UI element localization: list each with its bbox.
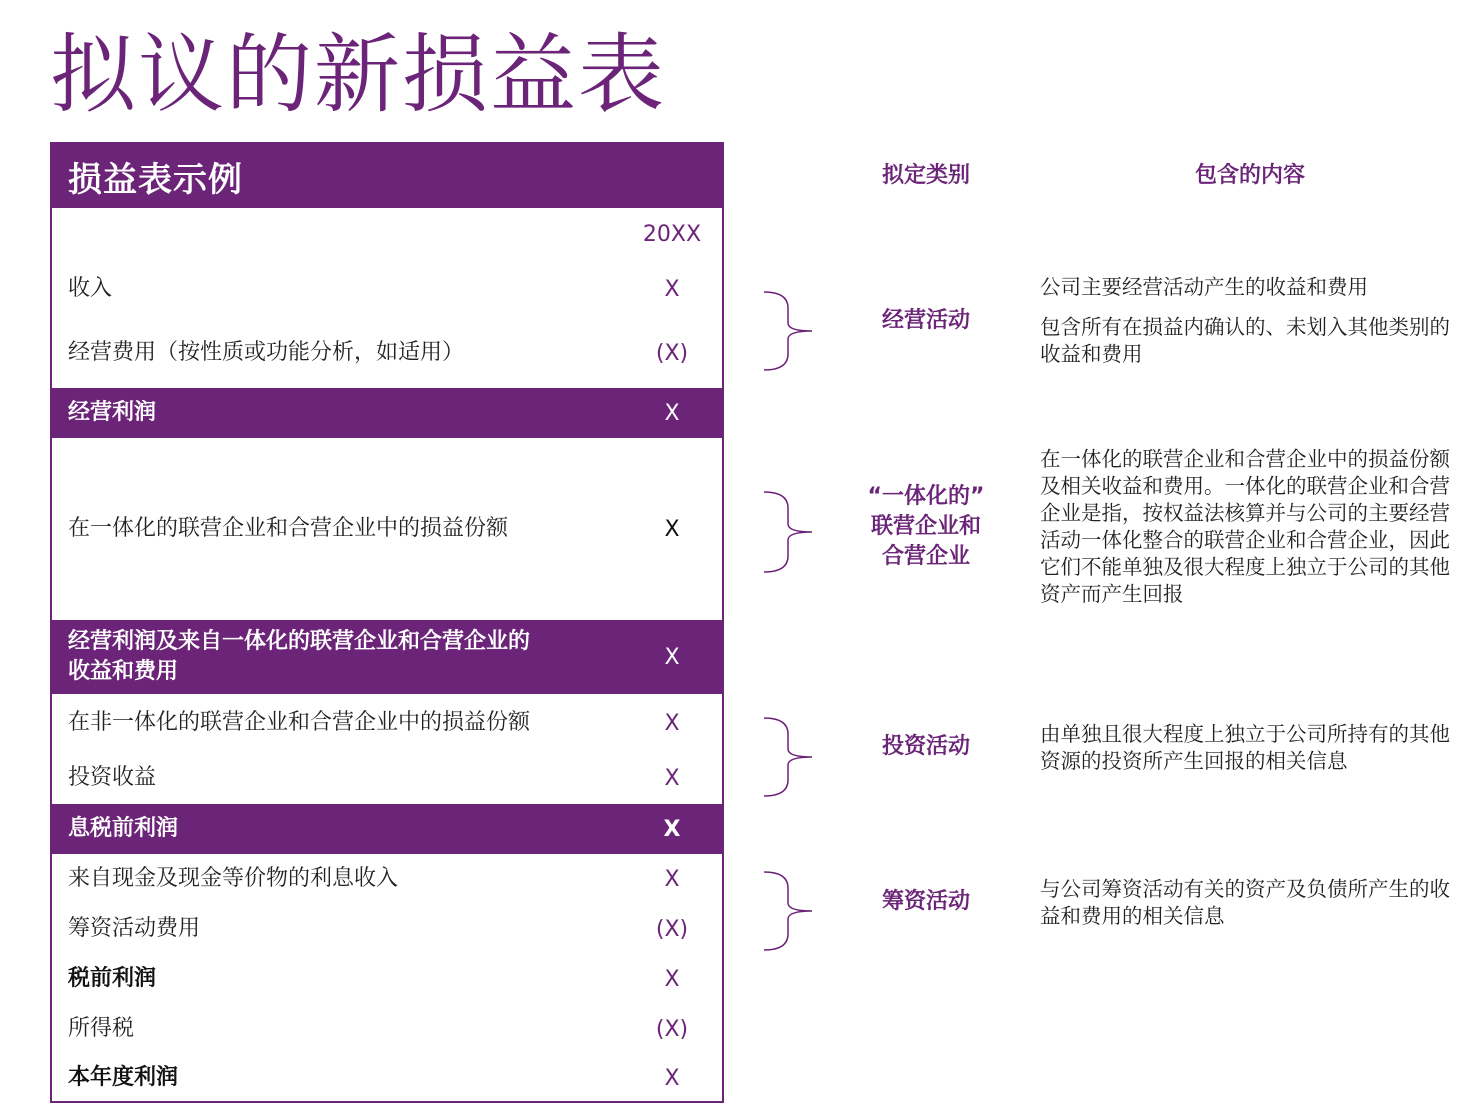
table-row (52, 260, 722, 318)
row-value: X (664, 1065, 680, 1091)
category-label: 投资活动 (881, 734, 970, 759)
row-value: X (664, 765, 680, 791)
description-text: 公司主要经营活动产生的收益和费用 (1040, 275, 1368, 299)
row-value: (X) (655, 916, 689, 942)
category-label: 筹资活动 (881, 889, 970, 914)
table-row (52, 954, 722, 1004)
table-header (52, 144, 722, 208)
row-value: X (664, 966, 680, 992)
subtotal-row (52, 388, 722, 438)
subtotal-row (52, 620, 722, 694)
table-row (52, 438, 722, 620)
row-value: X (664, 644, 680, 670)
description-investing (1040, 721, 1460, 775)
row-label: 经营利润 (68, 400, 157, 425)
description-operating (1040, 274, 1460, 368)
brace-integrated (762, 490, 818, 574)
page-title: 拟议的新损益表 (50, 25, 666, 125)
description-financing (1040, 876, 1460, 930)
row-label: 在非一体化的联营企业和合营企业中的损益份额 (68, 710, 531, 735)
row-label: 在一体化的联营企业和合营企业中的损益份额 (68, 516, 509, 541)
row-label: 本年度利润 (68, 1065, 179, 1090)
description-text: 包含所有在损益内确认的、未划入其他类别的收益和费用 (1040, 315, 1450, 366)
row-value: X (664, 516, 680, 542)
subtotal-row (52, 804, 722, 854)
description-text: 由单独且很大程度上独立于公司所持有的其他资源的投资所产生回报的相关信息 (1040, 722, 1450, 773)
income-statement-table (50, 142, 724, 1103)
category-column-header: 拟定类别 (881, 163, 970, 188)
table-row (52, 1054, 722, 1102)
description-text: 在一体化的联营企业和合营企业中的损益份额及相关收益和费用。一体化的联营企业和合营企业是指，按权益法核算并与公司的主要经营活动一体化整合的联营企业和合营企业，因此它们不能单独及很大程度上独立于公司的其他资产而产生回报 (1040, 447, 1450, 606)
row-label: 收入 (68, 276, 113, 301)
row-label: 息税前利润 (68, 816, 179, 841)
row-label-line1: 经营利润及来自一体化的联营企业和合营企业的 (68, 629, 531, 654)
row-label (68, 620, 530, 694)
row-label: 筹资活动费用 (68, 916, 201, 941)
row-label: 税前利润 (68, 966, 157, 991)
year-row (52, 208, 722, 260)
row-value: X (664, 710, 680, 736)
category-investing (845, 732, 1007, 762)
row-label: 投资收益 (68, 765, 157, 790)
table-row (52, 1004, 722, 1054)
table-row (52, 318, 722, 388)
row-label-line2: 收益和费用 (68, 659, 179, 684)
row-value: X (663, 816, 681, 842)
category-operating (845, 306, 1007, 336)
brace-investing (762, 716, 818, 798)
row-label: 来自现金及现金等价物的利息收入 (68, 866, 399, 891)
table-row (52, 694, 722, 752)
table-header-title: 损益表示例 (68, 159, 243, 200)
category-financing (845, 887, 1007, 917)
row-label: 经营费用（按性质或功能分析，如适用） (68, 340, 465, 365)
row-label: 所得税 (68, 1016, 135, 1041)
year-label: 20XX (642, 221, 702, 247)
table-row (52, 752, 722, 804)
category-label: 合营企业 (881, 544, 970, 569)
brace-financing (762, 870, 818, 952)
brace-operating (762, 290, 818, 372)
row-value: (X) (655, 340, 689, 366)
description-integrated (1040, 446, 1460, 608)
description-text: 与公司筹资活动有关的资产及负债所产生的收益和费用的相关信息 (1040, 877, 1450, 928)
category-label: “一体化的” (867, 484, 985, 509)
row-value: X (664, 866, 680, 892)
row-value: X (664, 400, 680, 426)
row-value: X (664, 276, 680, 302)
category-integrated (845, 482, 1007, 572)
category-label: 经营活动 (881, 308, 970, 333)
table-row (52, 854, 722, 904)
category-label: 联营企业和 (870, 514, 981, 539)
content-column-header: 包含的内容 (1194, 163, 1305, 188)
row-value: (X) (655, 1016, 689, 1042)
table-row (52, 904, 722, 954)
